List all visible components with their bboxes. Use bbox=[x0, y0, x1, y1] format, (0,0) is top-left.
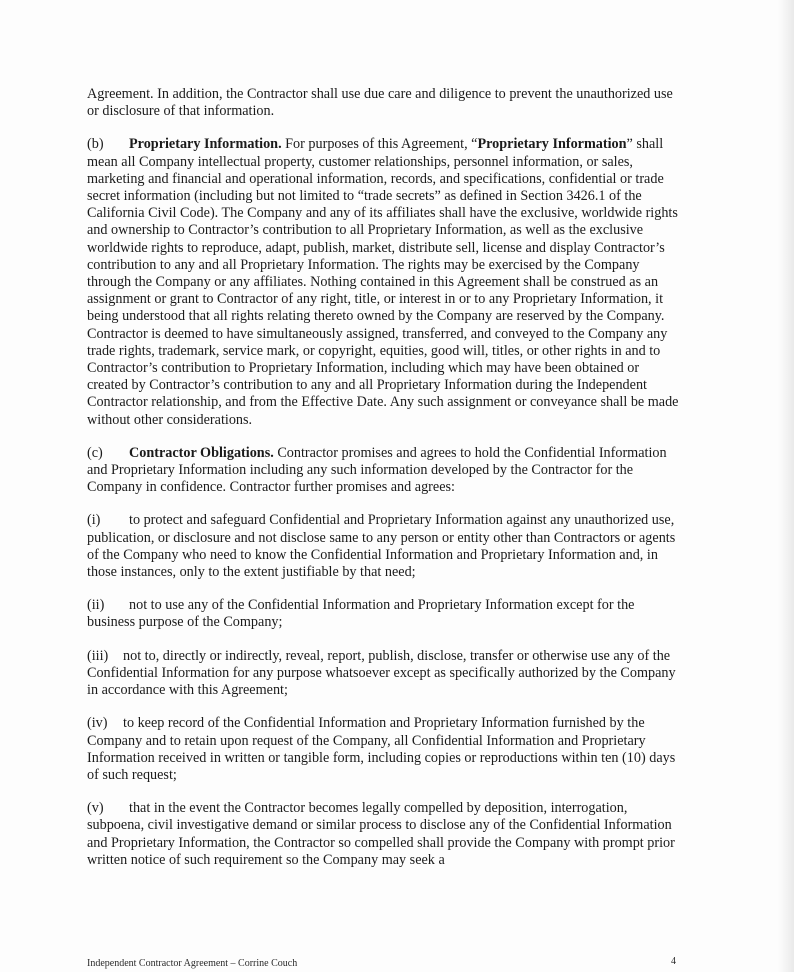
item-v-number: (v) bbox=[87, 800, 104, 817]
section-b-text-2: ” shall mean all Company intellectual property, customer relationships, personnel information, or sales, marketing and financial and operational information, records, and specifications, confidential or trade secret information (including but not limited to “trade secrets” as defined in Section 3426.1 of the California Civil Code). The Company and any of its affiliates shall have the exclusive, worldwide rights and ownership to Contractor’s contribution to all Proprietary Information, as well as the exclusive worldwide rights to reproduce, adapt, publish, market, distribute sell, license and display Contractor’s contribution to any and all Proprietary Information. The rights may be exercised by the Company through the Company or any affiliates. Nothing contained in this Agreement shall be construed as an assignment or grant to Contractor of any right, title, or interest in or to any Proprietary Information, it being understood that all rights relating thereto owned by the Company are reserved by the Company. Contractor is deemed to have simultaneously assigned, transferred, and conveyed to the Company any trade rights, trademark, service mark, or copyright, equities, good will, titles, or other rights in and to Contractor’s contribution to Proprietary Information, including which may have been obtained or created by Contractor’s contribution to any and all Proprietary Information during the Independent Contractor relationship, and from the Effective Date. Any such assignment or conveyance shall be made without other considerations. bbox=[87, 136, 679, 428]
section-c-text: Contractor promises and agrees to hold the Confidential Information and Proprietary Information including any such information developed by the Contractor for the Company in confidence. Contractor further promises and agrees: bbox=[87, 444, 667, 496]
item-i-number: (i) bbox=[87, 512, 101, 529]
item-iv-number: (iv) bbox=[87, 715, 108, 732]
item-iii-paragraph bbox=[87, 648, 681, 700]
section-c-paragraph bbox=[87, 445, 681, 497]
item-v-paragraph bbox=[87, 800, 681, 869]
item-i-paragraph bbox=[87, 512, 681, 581]
document-body bbox=[87, 86, 681, 885]
section-c-heading: Contractor Obligations. bbox=[129, 444, 274, 461]
item-ii-number: (ii) bbox=[87, 597, 105, 614]
item-ii-text: not to use any of the Confidential Information and Proprietary Information except for the business purpose of the Company; bbox=[87, 597, 635, 631]
item-iii-text: not to, directly or indirectly, reveal, report, publish, disclose, transfer or otherwise use any of the Confidential Information for any purpose whatsoever except as specifically authorized by the Company in accordance with this Agreement; bbox=[87, 647, 676, 699]
section-b-paragraph bbox=[87, 136, 681, 428]
intro-paragraph: Agreement. In addition, the Contractor shall use due care and diligence to prevent the unauthorized use or disclosure of that information. bbox=[87, 86, 673, 120]
item-iii-number: (iii) bbox=[87, 647, 109, 664]
item-i-text: to protect and safeguard Confidential and Proprietary Information against any unauthorized use, publication, or disclosure and not disclose same to any person or entity other than Contractors or agents of the Company who need to know the Confidential Information and Proprietary Information and, in those instances, only to the extent justifiable by that need; bbox=[87, 512, 676, 581]
section-b-text-1: For purposes of this Agreement, “ bbox=[281, 136, 478, 153]
section-c-number: (c) bbox=[87, 444, 103, 461]
section-b-term: Proprietary Information bbox=[477, 136, 627, 153]
section-b-heading: Proprietary Information. bbox=[129, 136, 282, 153]
item-ii-paragraph bbox=[87, 597, 681, 631]
section-b-number: (b) bbox=[87, 136, 104, 153]
page-edge-shadow bbox=[778, 0, 794, 972]
page-number: 4 bbox=[671, 956, 676, 967]
item-iv-text: to keep record of the Confidential Information and Proprietary Information furnished by the Company and to retain upon request of the Company, all Confidential Information and Proprietary Information received in written or tangible form, including copies or reproductions within ten (10) days of such request; bbox=[87, 715, 676, 783]
item-iv-paragraph bbox=[87, 715, 681, 784]
item-v-text: that in the event the Contractor becomes legally compelled by deposition, interrogation, subpoena, civil investigative demand or similar process to disclose any of the Confidential Information and Proprietary Information, the Contractor so compelled shall provide the Company with prompt prior written notice of such requirement so the Company may seek a bbox=[87, 800, 675, 868]
footer-title: Independent Contractor Agreement – Corrine Couch bbox=[87, 958, 298, 969]
